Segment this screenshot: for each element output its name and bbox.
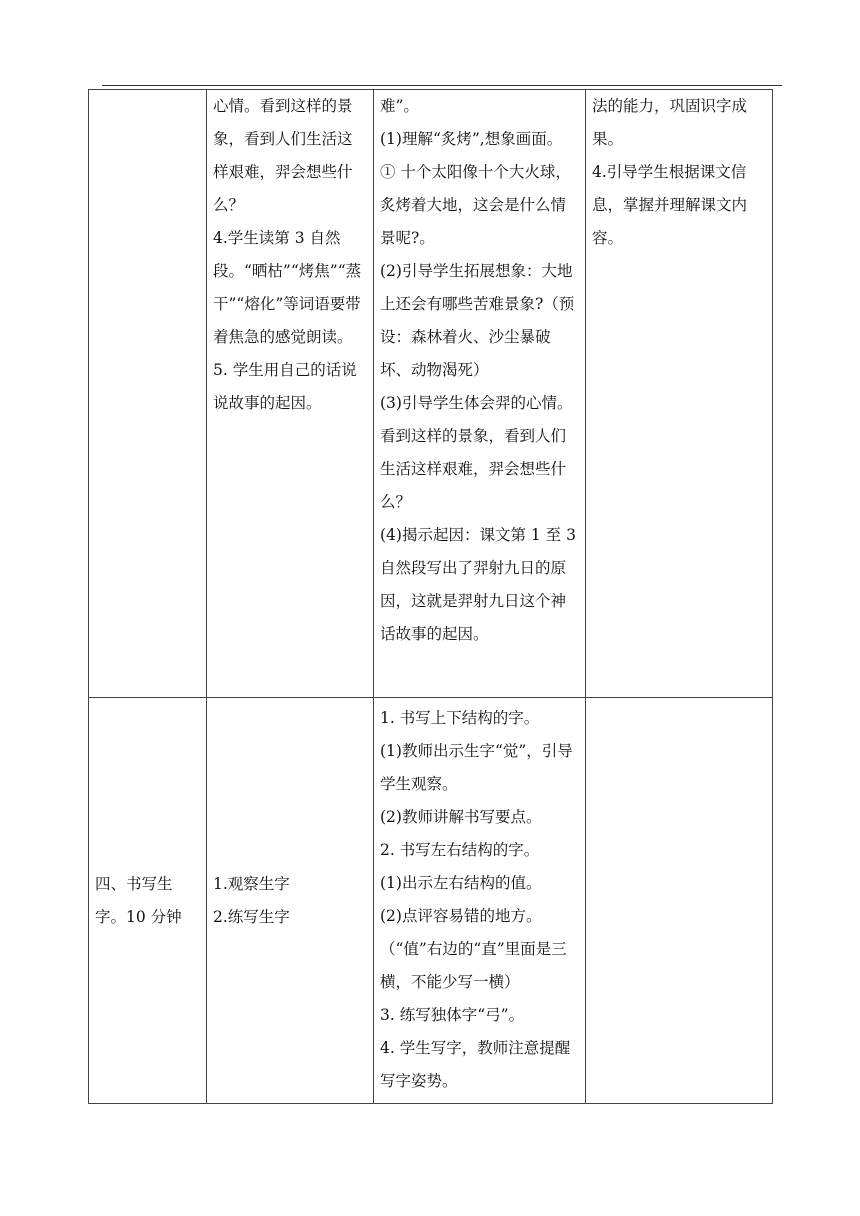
student-activity-cell: [207, 698, 374, 1104]
teacher-activity-text: (1)教师出示生字“觉”，引导学生观察。: [380, 742, 573, 793]
teacher-activity-text: (2)点评容易错的地方。（“值”右边的“直”里面是三横，不能少写一横）: [380, 907, 567, 991]
design-intent-text: 4.引导学生根据课文信息，掌握并理解课文内容。: [592, 163, 748, 247]
teacher-activity-text: (1)理解“炙烤”,想象画面。: [380, 130, 563, 148]
teacher-activity-text: ① 十个太阳像十个大火球，炙烤着大地，这会是什么情景呢?。: [380, 163, 571, 247]
student-activity-text: 5. 学生用自己的话说说故事的起因。: [213, 361, 357, 412]
stage-title: 四、书写生字。10 分钟: [95, 874, 182, 926]
design-intent-text: 法的能力，巩固识字成果。: [592, 97, 748, 148]
header-rule: [102, 85, 782, 86]
stage-cell: [89, 698, 207, 1104]
teacher-activity-text: (2)教师讲解书写要点。: [380, 808, 542, 826]
stage-cell: [89, 90, 207, 698]
student-activity-text: 心情。看到这样的景象，看到人们生活这样艰难，羿会想些什么？: [213, 97, 353, 214]
teacher-activity-text: 4. 学生写字，教师注意提醒写字姿势。: [380, 1039, 571, 1090]
student-activity-text: 4.学生读第 3 自然段。“晒枯”“烤焦”“蒸干”“熔化”等词语要带着焦急的感觉朗读。: [213, 229, 362, 346]
design-intent-cell: [586, 698, 773, 1104]
student-activity-text: 1.观察生字: [213, 874, 290, 893]
teacher-activity-cell: [374, 90, 586, 698]
table-row: [89, 90, 773, 698]
teacher-activity-text: (2)引导学生拓展想象：大地上还会有哪些苦难景象?（预设：森林着火、沙尘暴破坏、动物渴死）: [380, 262, 575, 379]
teacher-activity-text: 1. 书写上下结构的字。: [380, 709, 540, 727]
student-activity-cell: [207, 90, 374, 698]
teacher-activity-text: 难”。: [380, 97, 419, 115]
lesson-plan-table: [88, 89, 773, 1104]
design-intent-cell: [586, 90, 773, 698]
teacher-activity-text: 2. 书写左右结构的字。: [380, 841, 540, 859]
teacher-activity-text: 3. 练写独体字“弓”。: [380, 1006, 525, 1024]
teacher-activity-text: (3)引导学生体会羿的心情。看到这样的景象，看到人们生活这样艰难，羿会想些什么？: [380, 394, 573, 511]
teacher-activity-text: (4)揭示起因：课文第 1 至 3 自然段写出了羿射九日的原因，这就是羿射九日这个神话故事的起因。: [380, 526, 576, 643]
teacher-activity-text: (1)出示左右结构的值。: [380, 874, 542, 892]
student-activity-text: 2.练写生字: [213, 907, 290, 926]
table-row: [89, 698, 773, 1104]
teacher-activity-cell: [374, 698, 586, 1104]
